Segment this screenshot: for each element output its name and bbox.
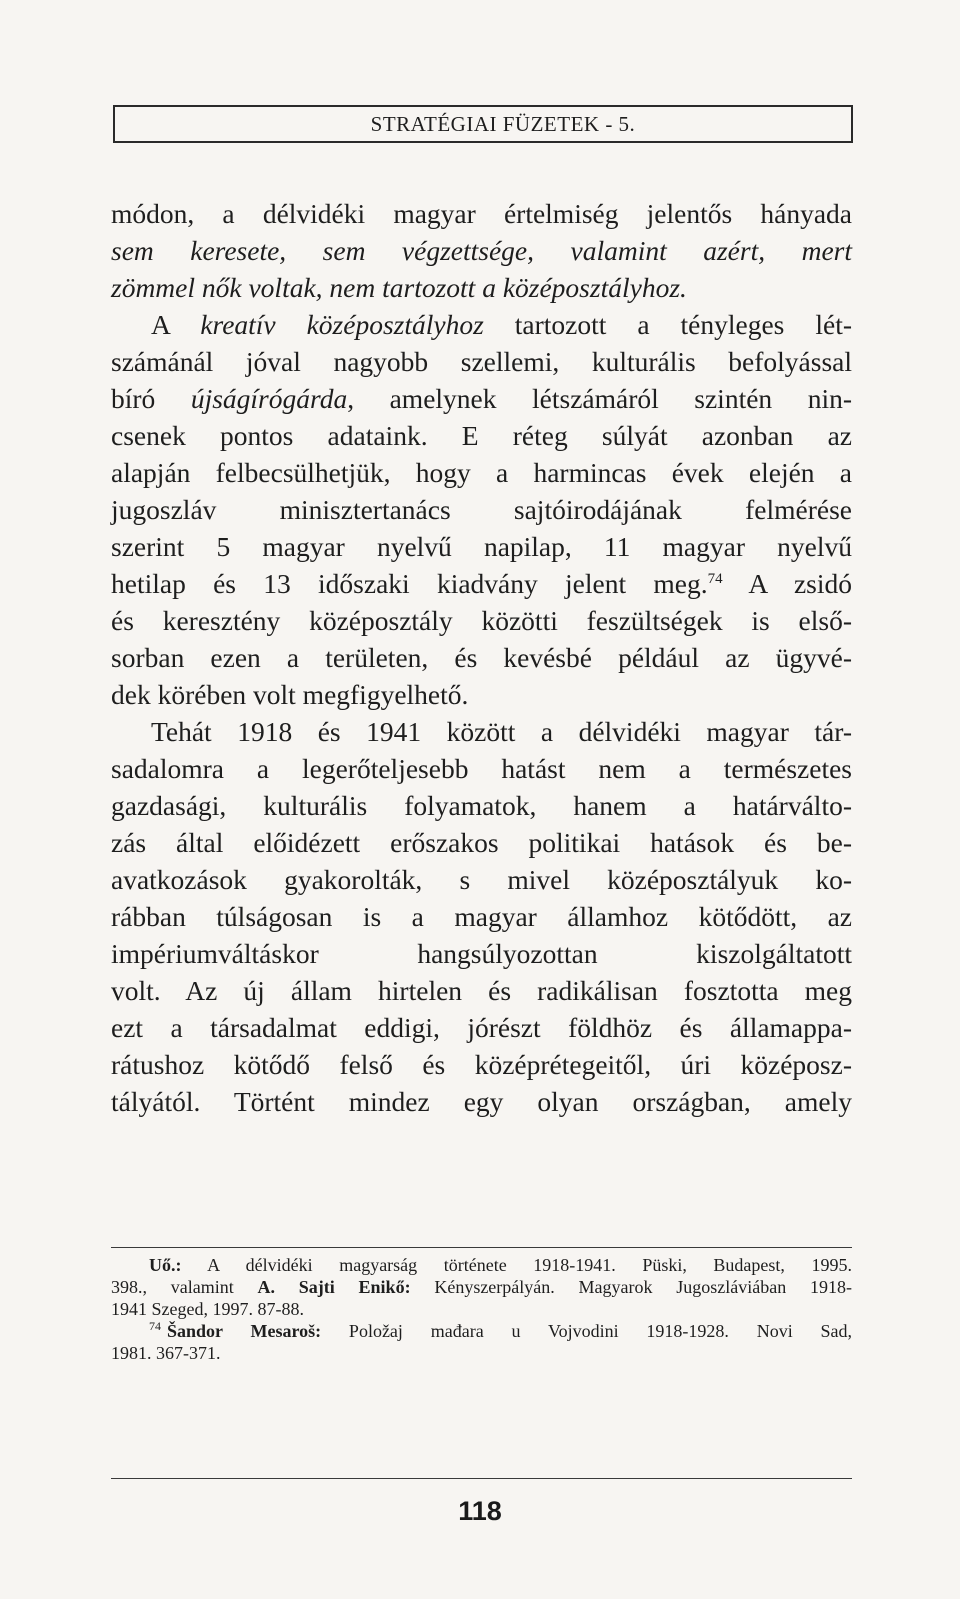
text-line: sadalomra a legerőteljesebb hatást nem a természetes xyxy=(111,753,852,784)
footnote-line: $^{74}$ Šandor Mesaroš: Položaj mađara u Vojvodini 1918-1928. Novi Sad, xyxy=(111,1320,852,1342)
text-line: számánál jóval nagyobb szellemi, kulturális befolyással xyxy=(111,346,852,377)
text-line: Tehát 1918 és 1941 között a délvidéki magyar tár- xyxy=(151,716,852,747)
text-line: rábban túlságosan is a magyar államhoz kötődött, az xyxy=(111,901,852,932)
text-line: avatkozások gyakorolták, s mivel középosztályuk ko- xyxy=(111,864,852,895)
running-header-title: STRATÉGIAI FÜZETEK - 5. xyxy=(370,111,636,136)
text-line: gazdasági, kulturális folyamatok, hanem a határválto- xyxy=(111,790,852,821)
text-line: zás által előidézett erőszakos politikai hatások és be- xyxy=(111,827,852,858)
main-text xyxy=(111,195,852,1120)
text-line: hetilap és 13 időszaki kiadvány jelent meg.$^{74}$ A zsidó xyxy=(111,568,852,599)
running-header xyxy=(113,105,853,143)
text-line: sem keresete, sem végzettsége, valamint azért, mert xyxy=(111,235,852,266)
text-line: volt. Az új állam hirtelen és radikálisan fosztotta meg xyxy=(111,975,852,1006)
text-line: tályától. Történt mindez egy olyan országban, amely xyxy=(111,1086,852,1117)
footnote-line: 1981. 367-371. xyxy=(111,1343,221,1363)
text-line: alapján felbecsülhetjük, hogy a harmincas évek elején a xyxy=(111,457,852,488)
text-line: bíró újságírógárda, amelynek létszámáról szintén nin- xyxy=(111,383,852,414)
text-line: és keresztény középosztály közötti feszültségek is első- xyxy=(111,605,852,636)
footnote-line: 398., valamint A. Sajti Enikő: Kényszerpályán. Magyarok Jugoszláviában 1918- xyxy=(111,1277,852,1297)
text-line: csenek pontos adataink. E réteg súlyát azonban az xyxy=(111,420,852,451)
text-line: A kreatív középosztályhoz tartozott a tényleges lét- xyxy=(151,309,852,340)
text-line: ezt a társadalmat eddigi, jórészt földhöz és államappa- xyxy=(111,1012,852,1043)
text-line: dek körében volt megfigyelhető. xyxy=(111,679,469,710)
footnote-line: 1941 Szeged, 1997. 87-88. xyxy=(111,1299,304,1319)
text-line: rátushoz kötődő felső és középrétegeitől, úri középosz- xyxy=(111,1049,852,1080)
footnote-line: Uő.: A délvidéki magyarság története 1918-1941. Püski, Budapest, 1995. xyxy=(149,1255,852,1275)
page-number: 118 xyxy=(458,1496,502,1526)
text-line: jugoszláv minisztertanács sajtóirodájának felmérése xyxy=(111,494,852,525)
footnote-number: 74 xyxy=(149,1319,161,1333)
text-line: módon, a délvidéki magyar értelmiség jelentős hányada xyxy=(111,198,852,229)
text-line: zömmel nők voltak, nem tartozott a középosztályhoz. xyxy=(111,272,687,303)
page-bottom-rule xyxy=(111,1478,852,1479)
footnote-ref-74: 74 xyxy=(707,570,723,587)
text-line: impériumváltáskor hangsúlyozottan kiszolgáltatott xyxy=(111,938,852,969)
text-line: sorban ezen a területen, és kevésbé például az ügyvé- xyxy=(111,642,852,673)
footnote-divider xyxy=(111,1247,852,1248)
footnotes xyxy=(111,1254,852,1364)
text-line: szerint 5 magyar nyelvű napilap, 11 magyar nyelvű xyxy=(111,531,852,562)
